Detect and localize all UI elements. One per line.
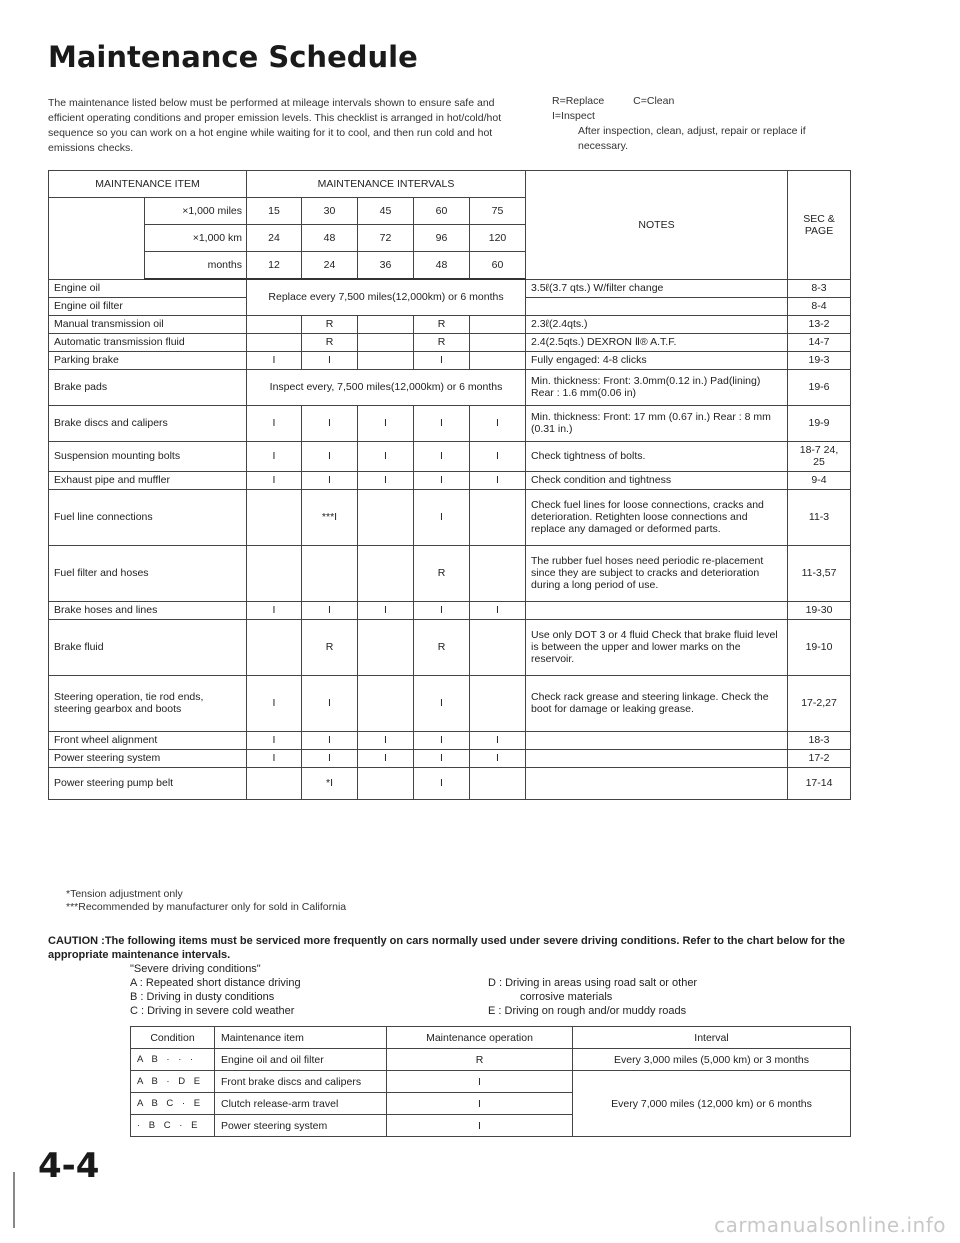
severe-interval: Every 7,000 miles (12,000 km) or 6 months xyxy=(573,1071,851,1137)
condition-b: B : Driving in dusty conditions xyxy=(130,991,275,1003)
interval-code: ***I xyxy=(302,489,358,545)
maintenance-notes xyxy=(526,297,788,315)
severe-condition: A B · · · xyxy=(131,1049,215,1071)
brake-pads-interval-note: Inspect every, 7,500 miles(12,000km) or 6 months xyxy=(247,369,526,405)
sec-page: 19-30 xyxy=(788,601,851,619)
severe-row xyxy=(131,1049,851,1071)
interval-code: R xyxy=(414,545,470,601)
sec-page: 9-4 xyxy=(788,471,851,489)
maintenance-notes: Min. thickness: Front: 3.0mm(0.12 in.) Pad(lining) Rear : 1.6 mm(0.06 in) xyxy=(526,369,788,405)
header-sec-page: SEC & PAGE xyxy=(788,171,851,280)
interval-code: I xyxy=(470,749,526,767)
legend-replace: R=Replace xyxy=(552,95,605,107)
maintenance-row xyxy=(49,545,851,601)
sec-page: 13-2 xyxy=(788,315,851,333)
interval-code: I xyxy=(247,405,302,441)
condition-a: A : Repeated short distance driving xyxy=(130,977,301,989)
severe-interval: Every 3,000 miles (5,000 km) or 3 months xyxy=(573,1049,851,1071)
maintenance-item: Front wheel alignment xyxy=(49,731,247,749)
severe-header: Condition xyxy=(131,1027,215,1049)
interval-code: R xyxy=(302,619,358,675)
interval-code: I xyxy=(247,351,302,369)
condition-e: E : Driving on rough and/or muddy roads xyxy=(488,1005,687,1017)
severe-operation: I xyxy=(387,1093,573,1115)
interval-code xyxy=(470,675,526,731)
sec-page: 14-7 xyxy=(788,333,851,351)
maintenance-notes xyxy=(526,767,788,799)
interval-code xyxy=(470,489,526,545)
km-value: 48 xyxy=(302,225,358,252)
maintenance-notes: Check rack grease and steering linkage. Check the boot for damage or leaking grease. xyxy=(526,675,788,731)
interval-code: I xyxy=(247,601,302,619)
maintenance-row xyxy=(49,619,851,675)
legend-clean: C=Clean xyxy=(633,95,675,107)
interval-code: I xyxy=(358,405,414,441)
condition-d-cont: corrosive materials xyxy=(520,991,613,1003)
interval-code: I xyxy=(358,601,414,619)
maintenance-item: Parking brake xyxy=(49,351,247,369)
interval-code xyxy=(358,619,414,675)
maintenance-notes: 3.5ℓ(3.7 qts.) W/filter change xyxy=(526,279,788,297)
interval-code: I xyxy=(302,731,358,749)
maintenance-row xyxy=(49,405,851,441)
interval-code xyxy=(247,333,302,351)
footnotes xyxy=(66,888,346,914)
watermark: carmanualsonline.info xyxy=(714,1213,946,1237)
maintenance-item: Fuel filter and hoses xyxy=(49,545,247,601)
sec-page: 17-2 xyxy=(788,749,851,767)
severe-operation: I xyxy=(387,1071,573,1093)
maintenance-item: Brake pads xyxy=(49,369,247,405)
intro-paragraph: The maintenance listed below must be performed at mileage intervals shown to ensure safe and efficient operating conditions and proper emission levels. This checklist is arranged in hot/cold/hot sequence so you can work on a hot engine while waiting for it to cool, and then run cold and hot emissions checks. xyxy=(48,97,502,154)
interval-code: I xyxy=(414,749,470,767)
maintenance-item: Power steering system xyxy=(49,749,247,767)
interval-code: I xyxy=(470,731,526,749)
sec-page: 19-10 xyxy=(788,619,851,675)
severe-header: Interval xyxy=(573,1027,851,1049)
maintenance-notes xyxy=(526,731,788,749)
caution-block xyxy=(48,934,858,1032)
interval-code: I xyxy=(470,405,526,441)
severe-condition: A B · D E xyxy=(131,1071,215,1093)
interval-code: I xyxy=(414,471,470,489)
sec-page: 17-2,27 xyxy=(788,675,851,731)
interval-code: I xyxy=(302,405,358,441)
months-value: 48 xyxy=(414,252,470,280)
maintenance-notes: Check tightness of bolts. xyxy=(526,441,788,471)
maintenance-item: Engine oil xyxy=(49,279,247,297)
maintenance-item: Engine oil filter xyxy=(49,297,247,315)
maintenance-item: Fuel line connections xyxy=(49,489,247,545)
interval-code: I xyxy=(247,441,302,471)
maintenance-notes: Min. thickness: Front: 17 mm (0.67 in.) Rear : 8 mm (0.31 in.) xyxy=(526,405,788,441)
interval-code: I xyxy=(414,351,470,369)
footnote-tension: *Tension adjustment only xyxy=(66,888,183,900)
maintenance-notes: Check fuel lines for loose connections, cracks and deterioration. Retighten loose connections and replace any damaged or deformed parts. xyxy=(526,489,788,545)
interval-code xyxy=(358,351,414,369)
interval-code xyxy=(247,545,302,601)
maintenance-row xyxy=(49,731,851,749)
maintenance-row xyxy=(49,601,851,619)
severe-row xyxy=(131,1071,851,1093)
interval-code xyxy=(470,333,526,351)
interval-code: R xyxy=(414,333,470,351)
maintenance-item: Brake hoses and lines xyxy=(49,601,247,619)
interval-code: I xyxy=(247,675,302,731)
interval-code: I xyxy=(470,471,526,489)
maintenance-row xyxy=(49,369,851,405)
interval-code xyxy=(358,333,414,351)
maintenance-item: Brake discs and calipers xyxy=(49,405,247,441)
interval-code: *I xyxy=(302,767,358,799)
maintenance-notes: The rubber fuel hoses need periodic re-placement since they are subject to cracks and deterioration during a long period of use. xyxy=(526,545,788,601)
interval-code xyxy=(470,767,526,799)
interval-code xyxy=(247,767,302,799)
months-value: 60 xyxy=(470,252,526,280)
interval-code: R xyxy=(302,315,358,333)
interval-code xyxy=(470,619,526,675)
header-notes: NOTES xyxy=(526,171,788,280)
km-value: 96 xyxy=(414,225,470,252)
header-maintenance-intervals: MAINTENANCE INTERVALS xyxy=(247,171,526,198)
sec-page: 17-14 xyxy=(788,767,851,799)
unit-miles: ×1,000 miles xyxy=(145,198,247,225)
interval-code: I xyxy=(414,601,470,619)
maintenance-notes xyxy=(526,749,788,767)
legend-note: After inspection, clean, adjust, repair or replace if necessary. xyxy=(578,125,806,152)
oil-interval-note: Replace every 7,500 miles(12,000km) or 6 months xyxy=(247,279,526,315)
interval-code: I xyxy=(470,441,526,471)
unit-months: months xyxy=(145,252,247,280)
maintenance-row xyxy=(49,471,851,489)
binding-mark xyxy=(13,1172,15,1228)
interval-code xyxy=(470,545,526,601)
severe-conditions-table xyxy=(130,1026,851,1137)
interval-code: I xyxy=(302,351,358,369)
interval-code: I xyxy=(358,471,414,489)
months-value: 12 xyxy=(247,252,302,280)
maintenance-item: Automatic transmission fluid xyxy=(49,333,247,351)
interval-code: I xyxy=(302,749,358,767)
interval-code: I xyxy=(247,731,302,749)
maintenance-notes: 2.3ℓ(2.4qts.) xyxy=(526,315,788,333)
maintenance-row xyxy=(49,675,851,731)
interval-code xyxy=(358,545,414,601)
sec-page: 11-3 xyxy=(788,489,851,545)
maintenance-row xyxy=(49,279,851,297)
miles-value: 30 xyxy=(302,198,358,225)
miles-value: 75 xyxy=(470,198,526,225)
severe-item: Clutch release-arm travel xyxy=(215,1093,387,1115)
maintenance-row xyxy=(49,489,851,545)
interval-code xyxy=(247,315,302,333)
months-value: 36 xyxy=(358,252,414,280)
severe-item: Power steering system xyxy=(215,1115,387,1137)
interval-code: I xyxy=(358,441,414,471)
caution-text: The following items must be serviced more frequently on cars normally used under severe driving conditions. Refer to the chart below for the appropriate maintenance intervals. xyxy=(48,935,846,961)
interval-code: I xyxy=(414,441,470,471)
interval-code: I xyxy=(470,601,526,619)
maintenance-item: Brake fluid xyxy=(49,619,247,675)
maintenance-notes: Fully engaged: 4-8 clicks xyxy=(526,351,788,369)
sec-page: 18-7 24, 25 xyxy=(788,441,851,471)
severe-header: Maintenance item xyxy=(215,1027,387,1049)
unit-km: ×1,000 km xyxy=(145,225,247,252)
interval-code: I xyxy=(247,471,302,489)
maintenance-row xyxy=(49,333,851,351)
severe-header: Maintenance operation xyxy=(387,1027,573,1049)
severe-condition: A B C · E xyxy=(131,1093,215,1115)
interval-code: I xyxy=(414,405,470,441)
severe-operation: I xyxy=(387,1115,573,1137)
maintenance-item: Suspension mounting bolts xyxy=(49,441,247,471)
interval-code: I xyxy=(414,489,470,545)
interval-code: I xyxy=(414,731,470,749)
km-value: 72 xyxy=(358,225,414,252)
maintenance-item: Power steering pump belt xyxy=(49,767,247,799)
footnote-california: ***Recommended by manufacturer only for sold in California xyxy=(66,901,347,913)
interval-code: I xyxy=(247,749,302,767)
legend xyxy=(552,94,852,154)
condition-c: C : Driving in severe cold weather xyxy=(130,1005,295,1017)
maintenance-table xyxy=(48,170,851,800)
interval-code: R xyxy=(302,333,358,351)
sec-page: 19-9 xyxy=(788,405,851,441)
sec-page: 19-6 xyxy=(788,369,851,405)
severe-header-row xyxy=(131,1027,851,1049)
interval-code: I xyxy=(414,767,470,799)
interval-code xyxy=(470,315,526,333)
severe-condition: · B C · E xyxy=(131,1115,215,1137)
miles-value: 45 xyxy=(358,198,414,225)
severe-operation: R xyxy=(387,1049,573,1071)
sec-page: 11-3,57 xyxy=(788,545,851,601)
maintenance-row xyxy=(49,315,851,333)
page-title: Maintenance Schedule xyxy=(48,40,418,74)
interval-code: I xyxy=(302,471,358,489)
km-value: 120 xyxy=(470,225,526,252)
legend-inspect: I=Inspect xyxy=(552,110,595,122)
interval-code: R xyxy=(414,315,470,333)
sec-page: 19-3 xyxy=(788,351,851,369)
maintenance-notes: 2.4(2.5qts.) DEXRON Ⅱ® A.T.F. xyxy=(526,333,788,351)
maintenance-row xyxy=(49,767,851,799)
maintenance-row xyxy=(49,351,851,369)
interval-code: I xyxy=(302,601,358,619)
caution-label: CAUTION : xyxy=(48,935,105,947)
maintenance-notes: Use only DOT 3 or 4 fluid Check that brake fluid level is between the upper and lower marks on the reservoir. xyxy=(526,619,788,675)
maintenance-row xyxy=(49,749,851,767)
severe-item: Front brake discs and calipers xyxy=(215,1071,387,1093)
severe-heading: "Severe driving conditions" xyxy=(130,963,261,975)
header-maintenance-item: MAINTENANCE ITEM xyxy=(49,171,247,198)
interval-code: R xyxy=(414,619,470,675)
interval-code: I xyxy=(302,675,358,731)
header-row-1 xyxy=(49,171,851,198)
maintenance-item: Manual transmission oil xyxy=(49,315,247,333)
interval-code xyxy=(358,675,414,731)
sec-page: 18-3 xyxy=(788,731,851,749)
interval-code: I xyxy=(414,675,470,731)
interval-code xyxy=(358,315,414,333)
maintenance-item: Steering operation, tie rod ends, steering gearbox and boots xyxy=(49,675,247,731)
km-value: 24 xyxy=(247,225,302,252)
maintenance-notes: Check condition and tightness xyxy=(526,471,788,489)
maintenance-item: Exhaust pipe and muffler xyxy=(49,471,247,489)
condition-d: D : Driving in areas using road salt or other xyxy=(488,977,698,989)
interval-code: I xyxy=(358,749,414,767)
interval-code: I xyxy=(358,731,414,749)
maintenance-row xyxy=(49,441,851,471)
page-number: 4-4 xyxy=(38,1146,100,1186)
interval-code xyxy=(247,619,302,675)
months-value: 24 xyxy=(302,252,358,280)
interval-code xyxy=(358,767,414,799)
interval-code xyxy=(302,545,358,601)
miles-value: 60 xyxy=(414,198,470,225)
maintenance-notes xyxy=(526,601,788,619)
severe-item: Engine oil and oil filter xyxy=(215,1049,387,1071)
sec-page: 8-4 xyxy=(788,297,851,315)
interval-code: I xyxy=(302,441,358,471)
interval-code xyxy=(358,489,414,545)
interval-code xyxy=(470,351,526,369)
miles-value: 15 xyxy=(247,198,302,225)
sec-page: 8-3 xyxy=(788,279,851,297)
interval-code xyxy=(247,489,302,545)
